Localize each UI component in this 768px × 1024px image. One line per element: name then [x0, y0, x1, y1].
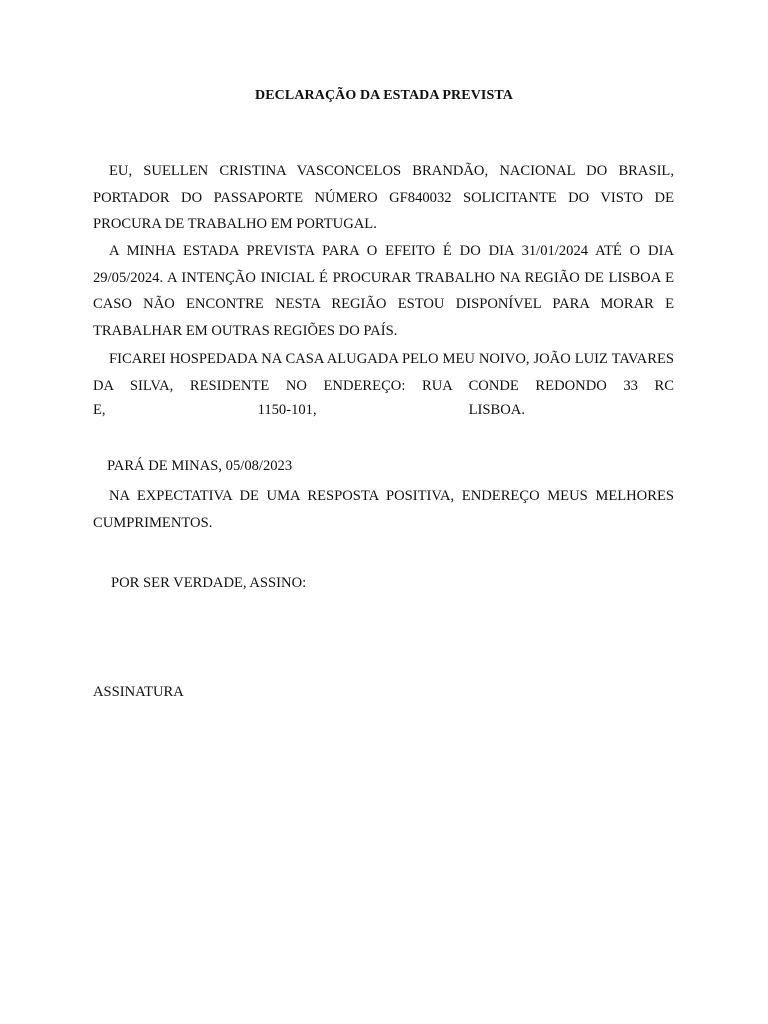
- address-line: [93, 400, 525, 420]
- place-date: PARÁ DE MINAS, 05/08/2023: [107, 458, 293, 474]
- address-postal-code: 1150-101,: [257, 402, 317, 418]
- paragraph-identity: [93, 158, 674, 238]
- paragraph-accommodation-text: FICAREI HOSPEDADA NA CASA ALUGADA PELO MEU NOIVO, JOÃO LUIZ TAVARES DA SILVA, RESIDENTE NO ENDEREÇO: RUA CONDE REDONDO 33 RC: [93, 351, 674, 394]
- document-title: DECLARAÇÃO DA ESTADA PREVISTA: [255, 88, 513, 103]
- paragraph-closing-wishes: [93, 483, 674, 536]
- paragraph-stay-dates: [93, 238, 674, 344]
- closing-statement: POR SER VERDADE, ASSINO:: [111, 575, 307, 591]
- address-part: E,: [93, 402, 106, 418]
- paragraph-identity-text: EU, SUELLEN CRISTINA VASCONCELOS BRANDÃO, NACIONAL DO BRASIL, PORTADOR DO PASSAPORTE NÚMERO GF840032 SOLICITANTE DO VISTO DE PROCURA DE TRABALHO EM PORTUGAL.: [93, 163, 674, 232]
- paragraph-accommodation: [93, 346, 674, 399]
- paragraph-closing-wishes-text: NA EXPECTATIVA DE UMA RESPOSTA POSITIVA, ENDEREÇO MEUS MELHORES CUMPRIMENTOS.: [93, 488, 674, 531]
- address-city: LISBOA.: [468, 402, 525, 418]
- signature-label: ASSINATURA: [93, 684, 184, 700]
- paragraph-stay-dates-text: A MINHA ESTADA PREVISTA PARA O EFEITO É DO DIA 31/01/2024 ATÉ O DIA 29/05/2024. A INTENÇÃO INICIAL É PROCURAR TRABALHO NA REGIÃO DE LISBOA E CASO NÃO ENCONTRE NESTA REGIÃO ESTOU DISPONÍVEL PARA MORAR E TRABALHAR EM OUTRAS REGIÕES DO PAÍS.: [93, 243, 674, 339]
